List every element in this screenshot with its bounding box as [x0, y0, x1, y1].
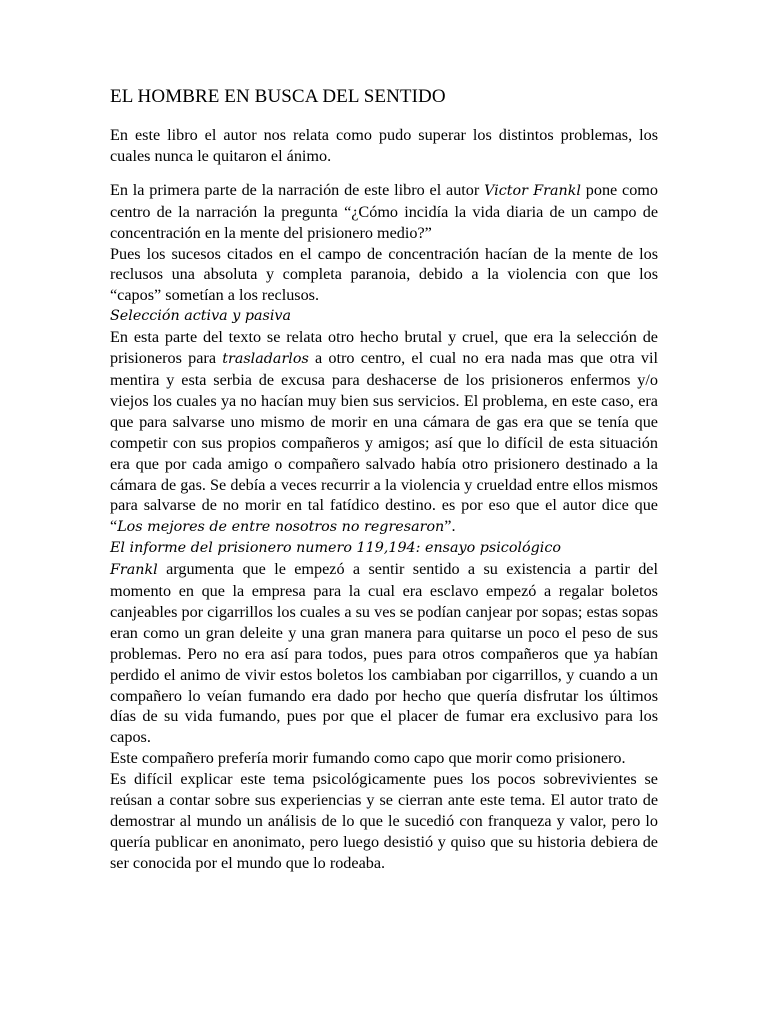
selection-quote: Los mejores de entre nosotros no regresaron — [117, 519, 445, 536]
intro-paragraph: En este libro el autor nos relata como pudo superar los distintos problemas, los cuales nunca le quitaron el ánimo. — [110, 126, 658, 165]
paragraph-selection — [110, 327, 658, 538]
selection-text-start: En esta parte del texto se relata otro hecho brutal y cruel, que era la selección de prisioneros para — [110, 328, 658, 368]
document-title: EL HOMBRE EN BUSCA DEL SENTIDO — [110, 86, 446, 107]
paragraph-paranoia: Pues los sucesos citados en el campo de concentración hacían de la mente de los reclusos una absoluta y completa paranoia, debido a la violencia con que los “capos” sometían a los reclusos. — [110, 244, 658, 305]
section-heading-report: El informe del prisionero numero 119,194: ensayo psicológico — [110, 540, 561, 557]
selection-text-middle: a otro centro, el cual no era nada mas que otra vil mentira y esta serbia de excusa para deshacerse de los prisioneros enfermos y/o viejos los cuales ya no hacían muy bien sus servicios. El problema, en este caso, era que para salvarse uno mismo de morir en una cámara de gas era que se tenía que competir con sus propios compañeros y amigos; así que lo difícil de esta situación era que por cada amigo o compañero salvado había otro prisionero destinado a la cámara de gas. Se debía a veces recurrir a la violencia y crueldad entre ellos mismos para salvarse de no morir en tal fatídico destino. es por eso que el autor dice que “ — [110, 349, 658, 536]
author-name: Victor Frankl — [484, 182, 581, 199]
section-heading-selection: Selección activa y pasiva — [110, 308, 292, 325]
paragraph-question-text-end: pone como centro de la narración la pregunta “¿Cómo incidía la vida diaria de un campo de concentración en la mente del prisionero medio?” — [110, 180, 658, 242]
selection-italic-word: trasladarlos — [222, 351, 309, 368]
paragraph-question — [110, 180, 658, 244]
paragraph-smoking: Este compañero prefería morir fumando como capo que morir como prisionero. — [110, 749, 626, 768]
selection-text-end: ”. — [444, 517, 456, 536]
paragraph-report — [110, 559, 658, 748]
report-author-name: Frankl — [110, 562, 158, 579]
paragraph-question-text-start: En la primera parte de la narración de este libro el autor — [110, 180, 485, 199]
document-page — [110, 86, 658, 874]
report-text: argumenta que le empezó a sentir sentido a su existencia a partir del momento en que la empresa para la cual era esclavo empezó a regalar boletos canjeables por cigarrillos los cuales a su ves se podían canjear por sopas; estas sopas eran como un gran deleite y una gran manera para quitarse un poco el peso de sus problemas. Pero no era así para todos, pues para otros compañeros que ya habían perdido el animo de vivir estos boletos los cambiaban por cigarrillos, y cuando a un compañero lo veían fumando era dado por hecho que quería disfrutar los últimos días de su vida fumando, pues por que el placer de fumar era exclusivo para los capos. — [110, 560, 658, 747]
paragraph-conclusion: Es difícil explicar este tema psicológicamente pues los pocos sobrevivientes se reúsan a contar sobre sus experiencias y se cierran ante este tema. El autor trato de demostrar al mundo un análisis de lo que le sucedió con franqueza y valor, pero lo quería publicar en anonimato, pero luego desistió y quiso que su historia debiera de ser conocida por el mundo que lo rodeaba. — [110, 770, 658, 872]
